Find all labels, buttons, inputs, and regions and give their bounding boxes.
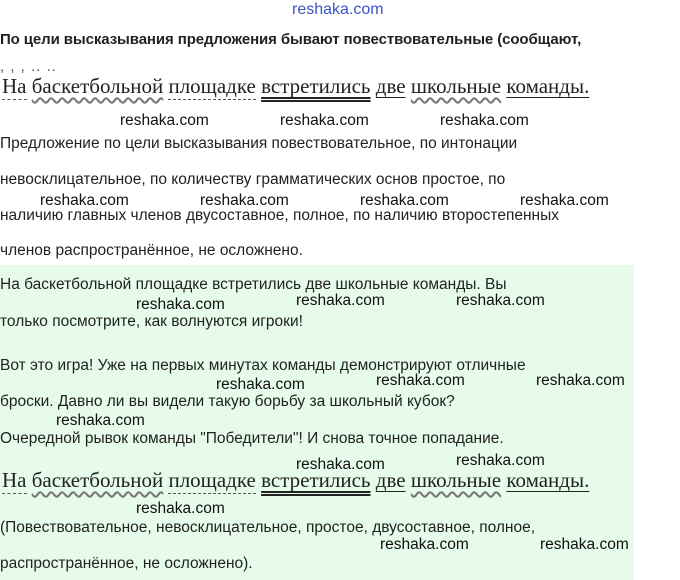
analysis-line-1: Предложение по цели высказывания повествовательное, по интонации (0, 135, 518, 152)
watermark: reshaka.com (380, 536, 469, 553)
watermark: reshaka.com (296, 456, 385, 473)
watermark: reshaka.com (120, 112, 209, 129)
watermark: reshaka.com (216, 376, 305, 393)
word-subject-numeral: две (375, 74, 406, 98)
watermark: reshaka.com (440, 112, 529, 129)
answer-line-3: Вот это игра! Уже на первых минутах команды демонстрируют отличные (0, 357, 526, 374)
watermark: reshaka.com (280, 112, 369, 129)
characteristic-line-2: распространённое, не осложнено). (0, 555, 253, 572)
word-adverbial: площадке (168, 74, 256, 98)
section-heading: По цели высказывания предложения бывают повествовательные (сообщают, (0, 31, 582, 48)
word-predicate: встретились (261, 74, 371, 98)
watermark: reshaka.com (536, 372, 625, 389)
analysis-line-3: наличию главных членов двусоставное, полное, по наличию второстепенных (0, 207, 559, 224)
answer-line-1: На баскетбольной площадке встретились две школьные команды. Вы (0, 276, 507, 293)
answer-line-5: Очередной рывок команды "Победители"! И снова точное попадание. (0, 430, 504, 447)
watermark: reshaka.com (520, 192, 609, 209)
analysis-line-2: невосклицательное, по количеству грамматических основ простое, по (0, 171, 506, 188)
characteristic-line-1: (Повествовательное, невосклицательное, простое, двусоставное, полное, (0, 519, 536, 536)
word-subject: команды. (506, 74, 590, 98)
watermark: reshaka.com (376, 372, 465, 389)
answer-line-4: броски. Давно ли вы видели такую борьбу за школьный кубок? (0, 393, 455, 410)
watermark: reshaka.com (200, 192, 289, 209)
word-subject: команды. (506, 468, 590, 492)
word-definition-2: школьные (410, 468, 502, 492)
watermark: reshaka.com (56, 412, 145, 429)
cropped-line: , , , .. .. (0, 64, 57, 74)
word-predicate: встретились (261, 468, 371, 492)
watermark: reshaka.com (136, 296, 225, 313)
watermark: reshaka.com (136, 500, 225, 517)
watermark: reshaka.com (360, 192, 449, 209)
word-definition: баскетбольной (31, 468, 164, 492)
watermark: reshaka.com (456, 452, 545, 469)
word-adverbial: площадке (168, 468, 256, 492)
watermark: reshaka.com (456, 292, 545, 309)
word-preposition: На (2, 74, 27, 98)
answer-line-2: только посмотрите, как волнуются игроки! (0, 313, 303, 330)
analysis-line-4: членов распространённое, не осложнено. (0, 242, 303, 259)
parsed-sentence (2, 74, 589, 100)
site-watermark: reshaka.com (292, 1, 384, 18)
watermark: reshaka.com (40, 192, 129, 209)
word-subject-numeral: две (375, 468, 406, 492)
watermark: reshaka.com (540, 536, 629, 553)
word-definition: баскетбольной (31, 74, 164, 98)
word-preposition: На (2, 468, 27, 492)
word-definition-2: школьные (410, 74, 502, 98)
watermark: reshaka.com (296, 292, 385, 309)
